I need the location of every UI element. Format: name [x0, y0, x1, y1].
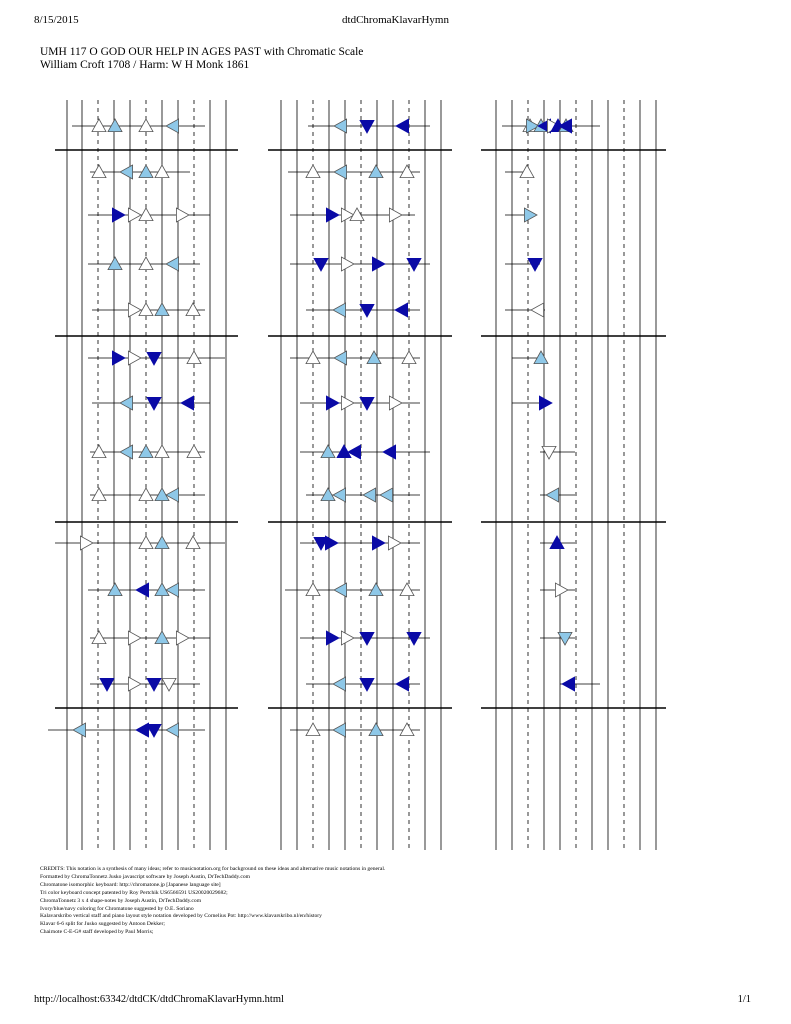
shape-note	[139, 165, 153, 178]
shape-note	[92, 119, 106, 132]
shape-note	[360, 120, 374, 133]
shape-note	[147, 678, 161, 691]
shape-note	[92, 488, 106, 501]
shape-note	[92, 165, 106, 178]
shape-note	[155, 631, 169, 644]
shape-note	[108, 583, 122, 596]
shape-note	[369, 583, 383, 596]
shape-note	[128, 631, 141, 645]
shape-note	[396, 119, 409, 133]
shape-note	[326, 396, 339, 410]
shape-note	[360, 678, 374, 691]
shape-note	[128, 351, 141, 365]
shape-note	[334, 119, 347, 133]
print-page-number: 1/1	[737, 994, 751, 1005]
shape-note	[108, 119, 122, 132]
credits-block	[40, 866, 760, 937]
shape-note	[402, 351, 416, 364]
shape-note	[360, 304, 374, 317]
credits-line: Tri color keyboard concept patented by Roy Pertchik US6566591 US20020029682;	[40, 889, 228, 896]
shape-note	[306, 723, 320, 736]
shape-note	[147, 352, 161, 365]
shape-note	[400, 583, 414, 596]
shape-note	[534, 351, 548, 364]
shape-note	[112, 351, 125, 365]
shape-note	[369, 165, 383, 178]
print-date: 8/15/2015	[34, 14, 79, 26]
shape-note	[369, 723, 383, 736]
shape-note	[187, 351, 201, 364]
shape-note	[162, 678, 176, 691]
shape-note	[186, 536, 200, 549]
shape-note	[139, 208, 153, 221]
shape-note	[166, 119, 179, 133]
shape-note	[389, 208, 402, 222]
shape-note	[360, 397, 374, 410]
shape-note	[555, 583, 568, 597]
shape-note	[333, 303, 346, 317]
shape-note	[372, 536, 385, 550]
shape-note	[562, 677, 575, 691]
shape-note	[139, 303, 153, 316]
shape-note	[326, 208, 339, 222]
shape-note	[341, 631, 354, 645]
shape-note	[400, 723, 414, 736]
shape-note	[524, 208, 537, 222]
shape-note	[139, 445, 153, 458]
shape-note	[325, 536, 338, 550]
shape-note	[363, 488, 376, 502]
credits-line: CREDITS: This notation is a synthesis of many ideas; refer to musicnotation.org for background on these ideas and alternative music notations in general.	[40, 866, 386, 872]
shape-note	[334, 351, 347, 365]
shape-note	[306, 351, 320, 364]
shape-note	[176, 631, 189, 645]
shape-note	[520, 165, 534, 178]
shape-note	[120, 445, 133, 459]
shape-note	[334, 583, 347, 597]
credits-line: Chromatone isomorphic keyboard: http://chromatone.jp [Japanese language site]	[40, 881, 221, 888]
shape-note	[550, 536, 564, 549]
shape-note	[112, 208, 125, 222]
shape-note	[306, 583, 320, 596]
shape-note	[531, 303, 544, 317]
hymn-title: UMH 117 O GOD OUR HELP IN AGES PAST with Chromatic Scale	[40, 46, 364, 58]
shape-note	[383, 445, 396, 459]
shape-note	[139, 257, 153, 270]
credits-line: Chairnote C-E-G# staff developed by Paul Morris;	[40, 929, 154, 936]
credits-line: Ivory/blue/navy coloring for Chromatone suggested by O.E. Soriano	[40, 905, 194, 912]
shape-note	[187, 445, 201, 458]
shape-note	[546, 488, 559, 502]
shape-note	[333, 677, 346, 691]
shape-note	[528, 258, 542, 271]
shape-note	[389, 396, 402, 410]
shape-note	[326, 631, 339, 645]
shape-note	[314, 258, 328, 271]
shape-note	[360, 632, 374, 645]
shape-note	[92, 631, 106, 644]
credits-line: Formatted by ChromaTonnetz Jusko javascript software by Joseph Austin, DrTechDaddy.com	[40, 873, 250, 880]
hymn-composer: William Croft 1708 / Harm: W H Monk 1861	[40, 59, 250, 71]
shape-note	[388, 536, 401, 550]
shape-note	[321, 488, 335, 501]
shape-note	[147, 724, 161, 737]
print-page-title: dtdChromaKlavarHymn	[342, 14, 449, 26]
shape-note	[341, 396, 354, 410]
shape-note	[120, 396, 133, 410]
shape-note	[120, 165, 133, 179]
shape-note	[181, 396, 194, 410]
shape-note	[380, 488, 393, 502]
shape-note	[139, 488, 153, 501]
shape-note	[155, 445, 169, 458]
shape-note	[334, 165, 347, 179]
shape-note	[186, 303, 200, 316]
shape-note	[166, 257, 179, 271]
print-url: http://localhost:63342/dtdCK/dtdChromaKlavarHymn.html	[34, 994, 284, 1005]
shape-note	[166, 723, 179, 737]
shape-note	[128, 677, 141, 691]
shape-note	[108, 257, 122, 270]
shape-note	[400, 165, 414, 178]
shape-note	[395, 303, 408, 317]
shape-note	[92, 445, 106, 458]
shape-note	[136, 583, 149, 597]
shape-note	[139, 119, 153, 132]
credits-line: Kalavarskribo vertical staff and piano layout style notation developed by Cornelius Pot: http://www.klavarskribo.nl/en/history	[40, 913, 322, 920]
shape-note	[333, 723, 346, 737]
shape-note	[155, 165, 169, 178]
shape-note	[155, 303, 169, 316]
shape-note	[80, 536, 93, 550]
shape-note	[139, 536, 153, 549]
shape-note	[367, 351, 381, 364]
shape-note	[147, 397, 161, 410]
shape-note	[155, 536, 169, 549]
credits-line: ChromaTonnetz 3 x 4 shape-notes by Joseph Austin, DrTechDaddy.com	[40, 897, 202, 904]
shape-note	[176, 208, 189, 222]
shape-note	[341, 257, 354, 271]
shape-note	[100, 678, 114, 691]
shape-note	[372, 257, 385, 271]
shape-note	[321, 445, 335, 458]
shape-note	[136, 723, 149, 737]
shape-note	[539, 396, 552, 410]
shape-note	[306, 165, 320, 178]
shape-note	[73, 723, 86, 737]
shape-note	[396, 677, 409, 691]
credits-line: Klavar 6-6 split for Jusko suggested by Antoon Dekker;	[40, 921, 165, 928]
